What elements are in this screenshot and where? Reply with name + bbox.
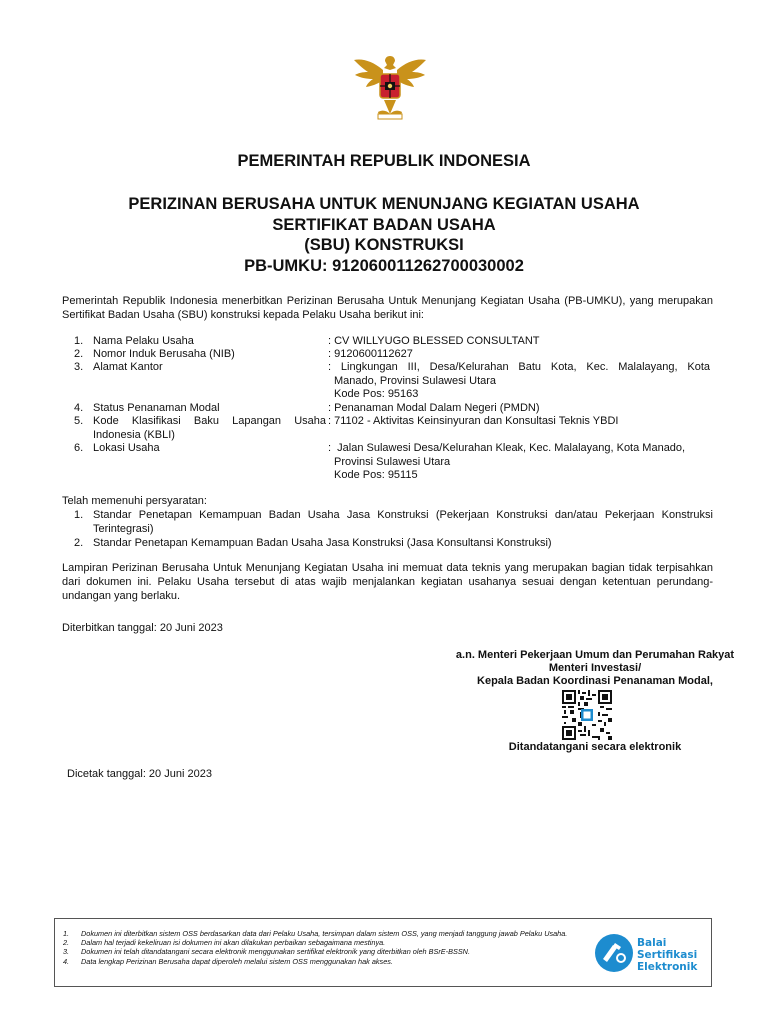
detail-label: Nomor Induk Berusaha (NIB) — [93, 348, 235, 360]
footer-note — [63, 938, 588, 947]
detail-value-line: Kode Pos: 95163 — [334, 388, 419, 400]
detail-value-line: Manado, Provinsi Sulawesi Utara — [334, 374, 497, 387]
electronic-signature-label: Ditandatangani secara elektronik — [508, 741, 682, 753]
detail-label: Status Penanaman Modal — [93, 402, 220, 414]
detail-value: : CV WILLYUGO BLESSED CONSULTANT — [328, 335, 540, 347]
detail-value-line: : Jalan Sulawesi Desa/Kelurahan Kleak, Kec. Malalayang, Kota Manado, — [328, 442, 686, 454]
government-title: PEMERINTAH REPUBLIK INDONESIA — [237, 152, 531, 170]
title-line: PERIZINAN BERUSAHA UNTUK MENUNJANG KEGIATAN USAHA — [128, 195, 640, 213]
footer-note-text: Data lengkap Perizinan Berusaha dapat diperoleh melalui sistem OSS menggunakan hak akses. — [81, 956, 393, 966]
detail-value: : 9120600112627 — [328, 348, 413, 360]
qr-code-icon — [562, 690, 612, 740]
detail-number: 4. — [74, 402, 84, 414]
pb-umku-number: PB-UMKU: 912060011262700030002 — [244, 256, 524, 275]
footer-note-text: Dokumen ini telah ditandatangani secara elektronik menggunakan sertifikat elektronik yang diterbitkan oleh BSrE-BSSN. — [81, 947, 470, 957]
detail-label: Lokasi Usaha — [93, 442, 160, 454]
requirements-heading: Telah memenuhi persyaratan: — [62, 495, 207, 507]
footer-note-number: 3. — [63, 947, 70, 957]
footer-notes-list — [63, 929, 588, 966]
footer-note-text: Dalam hal terjadi kekeliruan isi dokumen ini akan dilakukan perbaikan sebagaimana mestinya. — [81, 938, 386, 948]
bsre-logo-line: Elektronik — [637, 961, 698, 973]
detail-value — [328, 361, 710, 402]
detail-value-line: Kode Pos: 95115 — [334, 469, 418, 481]
requirement-text: Standar Penetapan Kemampuan Badan Usaha Jasa Konstruksi (Pekerjaan Konstruksi dan/atau Pekerjaan Konstruksi Terintegrasi) — [93, 509, 713, 535]
detail-value-line: : Lingkungan III, Desa/Kelurahan Batu Kota, Kec. Malalayang, Kota — [328, 361, 710, 373]
detail-number: 6. — [74, 442, 84, 454]
footer-note-number: 1. — [63, 929, 70, 938]
attachment-note: Lampiran Perizinan Berusaha Untuk Menunjang Kegiatan Usaha ini memuat data teknis yang merupakan bagian tidak terpisahkan dari dokumen ini. Pelaku Usaha tersebut di atas wajib menjalankan kegiatan usahanya sesuai dengan ketentuan perundang-undangan yang berlaku. — [62, 562, 713, 602]
footer-notes-box — [54, 918, 712, 987]
detail-value-line: Provinsi Sulawesi Utara — [334, 455, 451, 468]
footer-note — [63, 957, 588, 966]
bsre-logo-text — [637, 937, 697, 973]
detail-value: : 71102 - Aktivitas Keinsinyuran dan Konsultasi Teknis YBDI — [328, 415, 619, 427]
detail-number: 2. — [74, 348, 84, 360]
footer-note-text: Dokumen ini diterbitkan sistem OSS berdasarkan data dari Pelaku Usaha, tersimpan dalam sistem OSS, yang menjadi tanggung jawab Pelaku Usaha. — [81, 929, 568, 938]
footer-note — [63, 947, 588, 956]
detail-number: 1. — [74, 335, 84, 347]
detail-number: 3. — [74, 361, 84, 373]
title-line: SERTIFIKAT BADAN USAHA — [272, 215, 496, 234]
footer-note-number: 4. — [63, 956, 70, 966]
requirement-text: Standar Penetapan Kemampuan Badan Usaha Jasa Konstruksi (Jasa Konsultansi Konstruksi) — [93, 537, 552, 549]
bsre-logo-line: Balai — [637, 937, 667, 949]
footer-note-number: 2. — [63, 938, 70, 948]
issued-date: Diterbitkan tanggal: 20 Juni 2023 — [62, 622, 223, 634]
detail-label: Alamat Kantor — [93, 361, 163, 373]
detail-label: Nama Pelaku Usaha — [93, 335, 194, 347]
detail-label — [93, 415, 328, 442]
printed-date: Dicetak tanggal: 20 Juni 2023 — [67, 768, 212, 780]
signature-line: a.n. Menteri Pekerjaan Umum dan Perumahan Rakyat — [455, 649, 735, 661]
requirement-number: 1. — [74, 509, 84, 521]
certificate-title-block — [0, 194, 768, 276]
signature-block — [430, 649, 760, 688]
signature-line: Kepala Badan Koordinasi Penanaman Modal, — [477, 675, 713, 687]
footer-note — [63, 929, 588, 938]
requirement-number: 2. — [74, 537, 84, 549]
detail-number: 5. — [74, 415, 84, 427]
title-line: (SBU) KONSTRUKSI — [304, 236, 464, 254]
detail-value — [328, 442, 710, 483]
garuda-emblem-icon — [350, 52, 430, 122]
signature-line: Menteri Investasi/ — [548, 662, 642, 674]
bsre-logo-line: Sertifikasi — [637, 949, 698, 961]
detail-label-line: Indonesia (KBLI) — [93, 428, 175, 441]
intro-paragraph: Pemerintah Republik Indonesia menerbitkan Perizinan Berusaha Untuk Menunjang Kegiatan Usaha (PB-UMKU), yang merupakan Sertifikat Badan Usaha (SBU) konstruksi kepada Pelaku Usaha berikut ini: — [62, 295, 713, 321]
detail-value: : Penanaman Modal Dalam Negeri (PMDN) — [328, 402, 540, 414]
detail-label-line: Kode Klasifikasi Baku Lapangan Usaha — [93, 415, 326, 427]
